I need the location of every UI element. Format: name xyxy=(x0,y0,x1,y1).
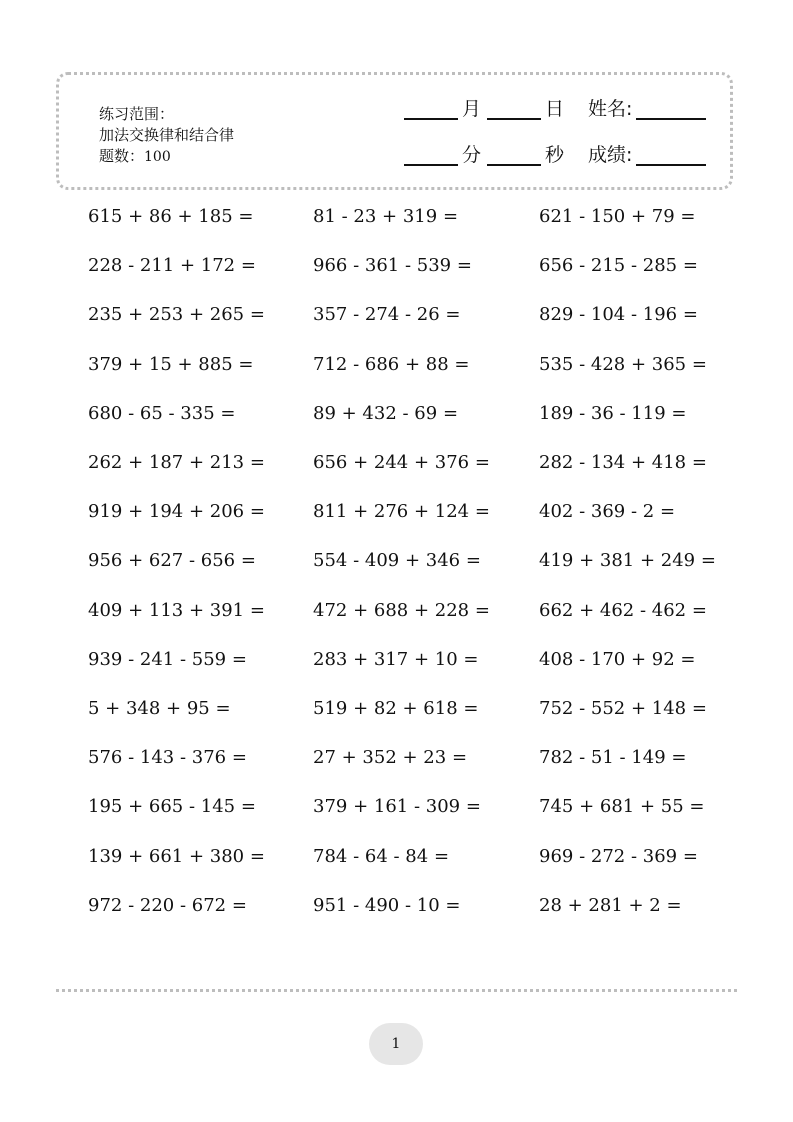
math-problem: 379 + 161 - 309 = xyxy=(313,796,481,818)
problem-row xyxy=(88,304,768,334)
problem-row xyxy=(88,255,768,285)
topic-label: 加法交换律和结合律 xyxy=(99,126,235,144)
math-problem: 621 - 150 + 79 = xyxy=(539,206,696,227)
math-problem: 951 - 490 - 10 = xyxy=(313,894,461,916)
problem-row xyxy=(88,550,768,580)
math-problem: 5 + 348 + 95 = xyxy=(88,698,231,719)
math-problem: 402 - 369 - 2 = xyxy=(539,501,676,523)
math-problem: 81 - 23 + 319 = xyxy=(313,206,459,227)
math-problem: 576 - 143 - 376 = xyxy=(88,747,247,769)
name-blank[interactable] xyxy=(636,98,706,120)
name-label: 姓名: xyxy=(588,98,633,120)
math-problem: 195 + 665 - 145 = xyxy=(88,796,256,818)
math-problem: 554 - 409 + 346 = xyxy=(313,550,481,572)
math-problem: 919 + 194 + 206 = xyxy=(88,501,265,523)
math-problem: 28 + 281 + 2 = xyxy=(539,894,682,916)
page-number: 1 xyxy=(369,1023,423,1065)
math-problem: 228 - 211 + 172 = xyxy=(88,255,256,277)
math-problem: 235 + 253 + 265 = xyxy=(88,304,265,326)
math-problem: 712 - 686 + 88 = xyxy=(313,353,470,375)
second-label: 秒 xyxy=(545,144,565,166)
math-problem: 615 + 86 + 185 = xyxy=(88,206,254,227)
math-problem: 139 + 661 + 380 = xyxy=(88,845,265,867)
problem-row xyxy=(88,796,768,826)
month-blank[interactable] xyxy=(404,98,458,120)
math-problem: 656 - 215 - 285 = xyxy=(539,255,698,277)
problem-row xyxy=(88,403,768,433)
math-problem: 811 + 276 + 124 = xyxy=(313,501,490,523)
problem-row xyxy=(88,846,768,876)
math-problem: 189 - 36 - 119 = xyxy=(539,402,687,424)
problem-row xyxy=(88,649,768,679)
math-problem: 27 + 352 + 23 = xyxy=(313,747,468,769)
math-problem: 966 - 361 - 539 = xyxy=(313,255,472,277)
math-problem: 282 - 134 + 418 = xyxy=(539,452,707,473)
problem-row xyxy=(88,354,768,384)
question-count xyxy=(99,146,234,168)
month-label: 月 xyxy=(462,98,482,120)
math-problem: 969 - 272 - 369 = xyxy=(539,845,698,867)
math-problem: 782 - 51 - 149 = xyxy=(539,747,687,769)
second-blank[interactable] xyxy=(487,144,541,166)
math-problem: 379 + 15 + 885 = xyxy=(88,353,254,375)
minute-blank[interactable] xyxy=(404,144,458,166)
math-problem: 357 - 274 - 26 = xyxy=(313,304,461,326)
date-name-row xyxy=(404,98,706,124)
problem-row xyxy=(88,747,768,777)
bottom-divider xyxy=(56,989,737,992)
day-blank[interactable] xyxy=(487,98,541,120)
math-problem: 89 + 432 - 69 = xyxy=(313,402,459,424)
math-problem: 784 - 64 - 84 = xyxy=(313,845,450,867)
math-problem: 262 + 187 + 213 = xyxy=(88,452,265,473)
range-label: 练习范围： xyxy=(99,105,175,123)
math-problem: 408 - 170 + 92 = xyxy=(539,648,696,670)
math-problem: 956 + 627 - 656 = xyxy=(88,550,256,572)
math-problem: 409 + 113 + 391 = xyxy=(88,599,265,621)
math-problem: 680 - 65 - 335 = xyxy=(88,402,236,424)
problem-row xyxy=(88,452,768,482)
worksheet-info xyxy=(99,104,234,168)
score-blank[interactable] xyxy=(636,144,706,166)
math-problem: 283 + 317 + 10 = xyxy=(313,648,479,670)
math-problem: 535 - 428 + 365 = xyxy=(539,353,707,375)
minute-label: 分 xyxy=(462,144,482,166)
problem-row xyxy=(88,698,768,728)
problem-row xyxy=(88,206,768,236)
math-problem: 752 - 552 + 148 = xyxy=(539,698,707,719)
math-problem: 939 - 241 - 559 = xyxy=(88,648,247,670)
math-problem: 656 + 244 + 376 = xyxy=(313,452,490,473)
problem-row xyxy=(88,600,768,630)
math-problem: 745 + 681 + 55 = xyxy=(539,796,705,818)
count-value: 100 xyxy=(144,149,171,165)
math-problem: 419 + 381 + 249 = xyxy=(539,550,716,572)
score-label: 成绩: xyxy=(588,144,633,166)
problem-row xyxy=(88,895,768,925)
time-score-row xyxy=(404,144,706,170)
count-label: 题数： xyxy=(99,147,145,165)
math-problem: 972 - 220 - 672 = xyxy=(88,894,247,916)
math-problem: 662 + 462 - 462 = xyxy=(539,599,707,621)
math-problem: 472 + 688 + 228 = xyxy=(313,599,490,621)
math-problem: 519 + 82 + 618 = xyxy=(313,698,479,719)
problem-row xyxy=(88,501,768,531)
day-label: 日 xyxy=(545,98,565,120)
math-problem: 829 - 104 - 196 = xyxy=(539,304,698,326)
